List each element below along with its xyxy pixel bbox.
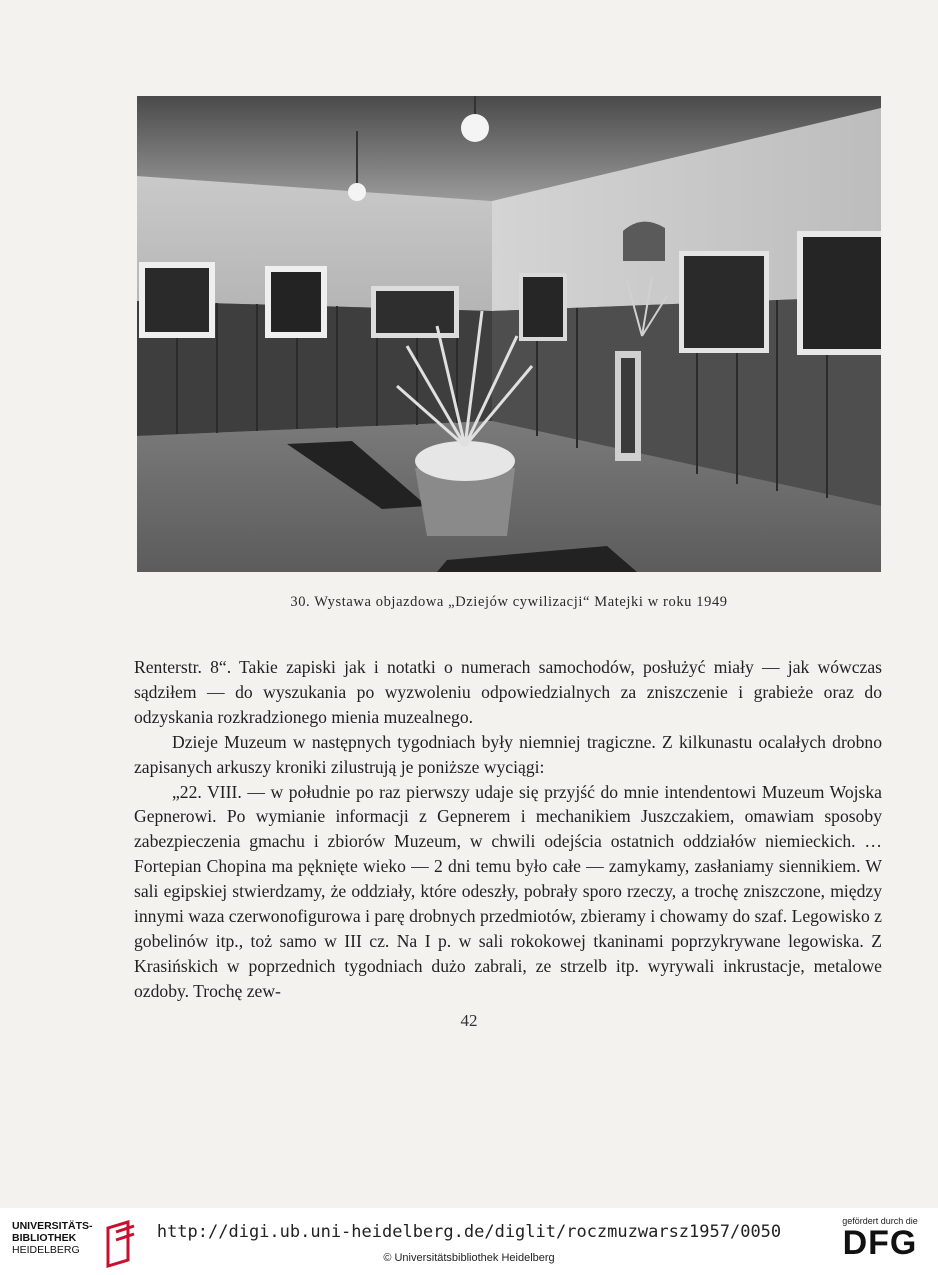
permalink-url[interactable]: http://digi.ub.uni-heidelberg.de/diglit/roczmuzwarsz1957/0050 bbox=[156, 1222, 782, 1242]
institution-line: HEIDELBERG bbox=[12, 1244, 80, 1256]
institution-line: UNIVERSITÄTS- bbox=[12, 1220, 93, 1232]
paragraph: Renterstr. 8“. Takie zapiski jak i notatki o numerach samochodów, posłużyć miały — jak wówczas sądziłem — do wyszukania po wyzwoleniu odpowiedzialnych za zniszczenie i grabieże oraz do odzyskania rozkradzionego mienia muzealnego. bbox=[134, 657, 882, 727]
photo-illustration bbox=[137, 96, 881, 572]
copyright-notice: © Universitätsbibliothek Heidelberg bbox=[383, 1252, 555, 1264]
institution-line: BIBLIOTHEK bbox=[12, 1232, 77, 1244]
funder-block[interactable] bbox=[830, 1216, 930, 1260]
paragraph: Dzieje Muzeum w następnych tygodniach były niemniej tragiczne. Z kilkunastu ocalałych drobno zapisanych arkuszy kroniki zilustrują je poniższe wyciągi: bbox=[134, 731, 882, 777]
dfg-logo: DFG bbox=[842, 1224, 918, 1262]
funder-note: gefördert durch die bbox=[842, 1216, 918, 1226]
body-text bbox=[134, 655, 882, 1004]
page-number: 42 bbox=[460, 1011, 478, 1030]
exhibition-photo bbox=[137, 96, 881, 572]
figure-caption: 30. Wystawa objazdowa „Dziejów cywilizacji“ Matejki w roku 1949 bbox=[290, 594, 728, 610]
paragraph: „22. VIII. — w południe po raz pierwszy udaje się przyjść do mnie intendentowi Muzeum Wojska Gepnerowi. Po wymianie informacji z Gepnerem i mechanikiem Juszczakiem, omawiam sposoby zabezpieczenia gmachu i zbiorów Muzeum, w chwili odejścia ostatnich oddziałów niemieckich. … Fortepian Chopina ma pęknięte wieko — 2 dni temu było całe — zamykamy, zasłaniamy siennikiem. W sali egipskiej stwierdzamy, że oddziały, które odeszły, pobrały sporo rzeczy, a trochę zniszczone, między innymi waza czerwonofigurowa i parę drobnych przedmiotów, zbieramy i chowamy do szaf. Legowisko z gobelinów itp., toż samo w III cz. Na I p. w sali rokokowej tkaninami poprzykrywane legowiska. Z Krasińskich w poprzednich tygodniach dużo zabrali, ze strzelb itp. wyrywali inkrustacje, metalowe ozdoby. Trochę zew- bbox=[134, 781, 882, 1001]
footer-bar bbox=[0, 1208, 938, 1275]
